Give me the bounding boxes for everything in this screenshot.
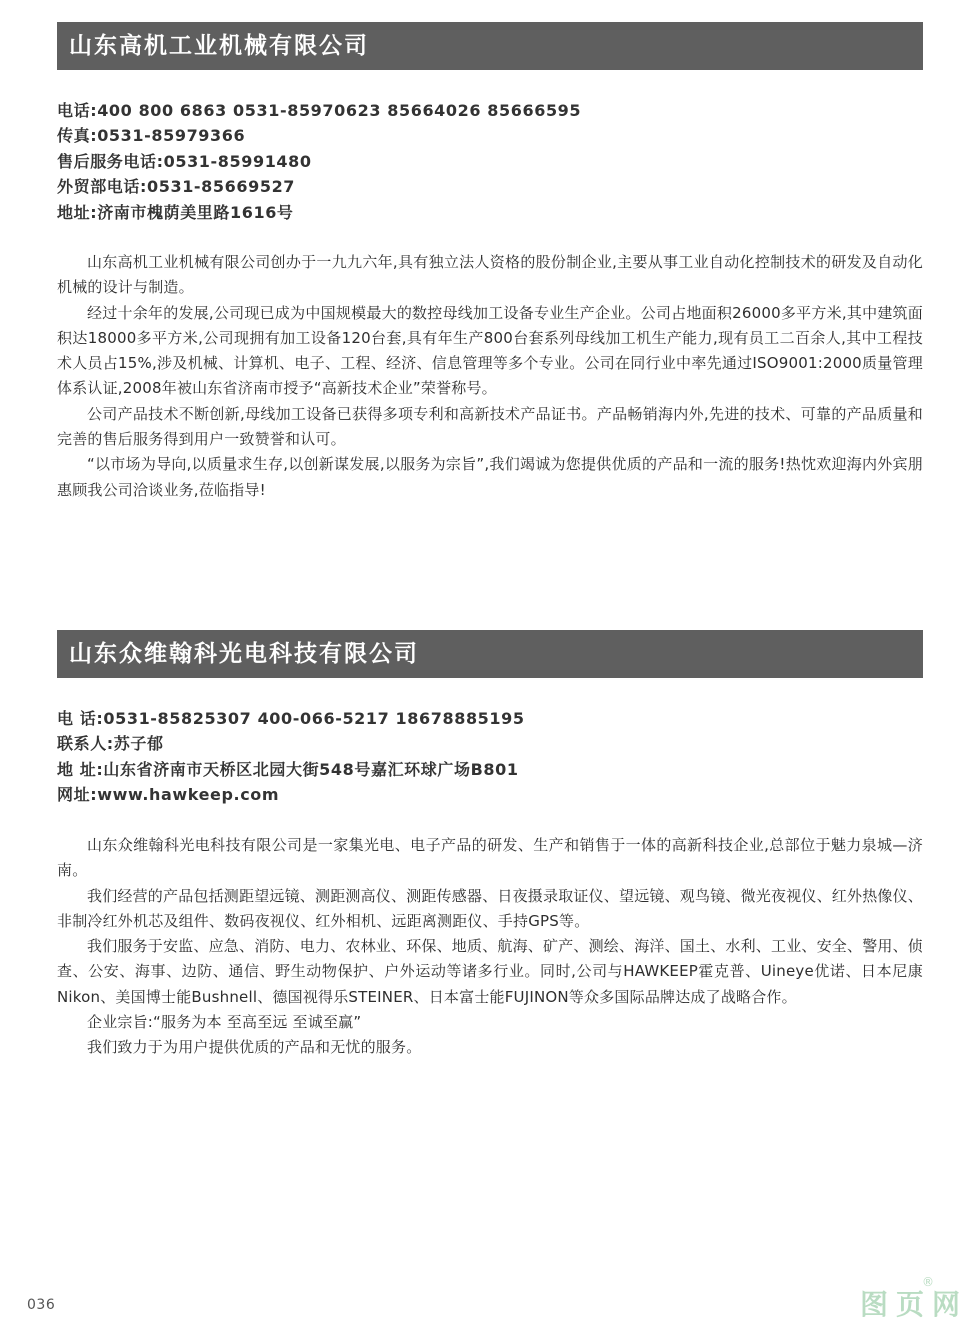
company1-paragraph: 公司产品技术不断创新,母线加工设备已获得多项专利和高新技术产品证书。产品畅销海内外,先进的技术、可靠的产品质量和完善的售后服务得到用户一致赞誉和认可。 xyxy=(57,404,923,449)
company1-phone: 电话:400 800 6863 0531-85970623 85664026 85666595 xyxy=(57,101,582,120)
company1-contacts xyxy=(57,98,923,225)
company2-paragraph: 我们服务于安监、应急、消防、电力、农林业、环保、地质、航海、矿产、测绘、海洋、国土、水利、工业、安全、警用、侦查、公安、海事、边防、通信、野生动物保护、户外运动等诸多行业。同时,公司与HAWKEEP霍克普、Uineye优诺、日本尼康Nikon、美国博士能Bushnell、德国视得乐STEINER、日本富士能FUJINON等众多国际品牌达成了战略合作。 xyxy=(57,937,924,1006)
company1-service-phone: 售后服务电话:0531-85991480 xyxy=(57,151,312,171)
company1-trade-phone: 外贸部电话:0531-85669527 xyxy=(57,177,296,197)
company2-title-bar xyxy=(57,630,923,678)
watermark-logo xyxy=(860,1275,969,1323)
registered-mark: ® xyxy=(922,1275,934,1289)
company2-website: 网址:www.hawkeep.com xyxy=(57,785,280,805)
company2-contact-person: 联系人:苏子郁 xyxy=(57,734,164,754)
company2-paragraph: 我们经营的产品包括测距望远镜、测距测高仪、测距传感器、日夜摄录取证仪、望远镜、观鸟镜、微光夜视仪、红外热像仪、非制冷红外机芯及组件、数码夜视仪、红外相机、远距离测距仪、手持GPS等。 xyxy=(57,886,924,930)
company2-name: 山东众维翰科光电科技有限公司 xyxy=(69,641,419,667)
company2-phone: 电 话:0531-85825307 400-066-5217 18678885195 xyxy=(57,709,525,728)
company1-title-bar xyxy=(57,22,923,70)
company1-paragraph: 经过十余年的发展,公司现已成为中国规模最大的数控母线加工设备专业生产企业。公司占地面积26000多平方米,其中建筑面积达18000多平方米,公司现拥有加工设备120台套,具有年生产800台套系列母线加工机生产能力,现有员工二百余人,其中工程技术人员占15%,涉及机械、计算机、电子、工程、经济、信息管理等多个专业。公司在同行业中率先通过ISO9001:2000质量管理体系认证,2008年被山东省济南市授予“高新技术企业”荣誉称号。 xyxy=(57,303,923,398)
company1-paragraph: “以市场为导向,以质量求生存,以创新谋发展,以服务为宗旨”,我们竭诚为您提供优质的产品和一流的服务!热忱欢迎海内外宾朋惠顾我公司洽谈业务,莅临指导! xyxy=(57,455,923,499)
company1-paragraph: 山东高机工业机械有限公司创办于一九九六年,具有独立法人资格的股份制企业,主要从事工业自动化控制技术的研发及自动化机械的设计与制造。 xyxy=(57,253,923,297)
company2-introduction xyxy=(57,833,923,1061)
company2-paragraph: 我们致力于为用户提供优质的产品和无忧的服务。 xyxy=(87,1038,422,1057)
company1-fax: 传真:0531-85979366 xyxy=(57,126,246,146)
page-number: 036 xyxy=(27,1297,56,1313)
company1-introduction xyxy=(57,250,923,503)
watermark-text: 图页网 xyxy=(860,1288,969,1321)
company2-contacts xyxy=(57,706,923,808)
company2-address: 地 址:山东省济南市天桥区北园大街548号嘉汇环球广场B801 xyxy=(57,759,519,779)
company2-paragraph: 山东众维翰科光电科技有限公司是一家集光电、电子产品的研发、生产和销售于一体的高新科技企业,总部位于魅力泉城—济南。 xyxy=(57,836,923,880)
company2-paragraph: 企业宗旨:“服务为本 至高至远 至诚至赢” xyxy=(87,1013,362,1032)
company1-address: 地址:济南市槐荫美里路1616号 xyxy=(57,202,294,222)
company1-name: 山东高机工业机械有限公司 xyxy=(69,33,369,59)
